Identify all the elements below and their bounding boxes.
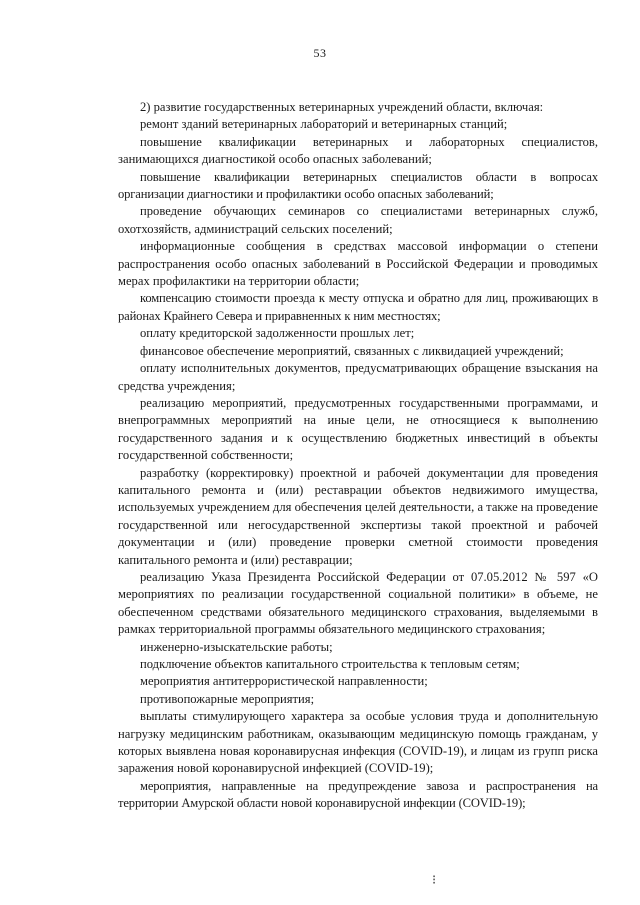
paragraph: мероприятия, направленные на предупреждение завоза и распространения на территории Амурской области новой коронавирусной инфекции (COVID-19); <box>118 778 598 811</box>
paragraph: информационные сообщения в средствах массовой информации о степени распространения особо опасных заболеваний в Российской Федерации и проводимых мерах профилактики на территории области; <box>118 239 598 289</box>
document-body <box>118 99 598 813</box>
paragraph: инженерно-изыскательские работы; <box>140 639 333 654</box>
paragraph: противопожарные мероприятия; <box>140 691 315 706</box>
paragraph: компенсацию стоимости проезда к месту отпуска и обратно для лиц, проживающих в районах Крайнего Севера и приравненных к ним местностях; <box>118 291 598 323</box>
paragraph: проведение обучающих семинаров со специалистами ветеринарных служб, охотхозяйств, администраций сельских поселений; <box>118 204 598 236</box>
paragraph: реализацию мероприятий, предусмотренных государственными программами, и внепрограммных мероприятий на иные цели, не относящиеся к выполнению государственного задания и к осуществлению бюджетных инвестиций в объекты государственной собственности; <box>118 395 598 463</box>
paragraph: повышение квалификации ветеринарных и лабораторных специалистов, занимающихся диагностикой особо опасных заболеваний; <box>118 134 598 167</box>
paragraph: разработку (корректировку) проектной и рабочей документации для проведения капитального ремонта и (или) реставрации объектов недвижимого имущества, используемых учреждением для обеспечения целей деятельности, а также на проведение государственной или негосударственной экспертизы такой проектной и рабочей документации и (или) проведение проверки сметной стоимости проведения капитального ремонта и (или) реставрации; <box>118 465 598 567</box>
paragraph: финансовое обеспечение мероприятий, связанных с ликвидацией учреждений; <box>140 343 564 358</box>
paragraph: мероприятия антитеррористической направленности; <box>140 674 428 689</box>
paragraph: оплату исполнительных документов, предусматривающих обращение взыскания на средства учреждения; <box>118 361 598 393</box>
paragraph: 2) развитие государственных ветеринарных учреждений области, включая: <box>140 100 544 114</box>
paragraph: реализацию Указа Президента Российской Федерации от 07.05.2012 № 597 «О мероприятиях по реализации государственной социальной политики» в объеме, не обеспеченном средствами обязательного медицинского страхования, выделяемыми в рамках территориальной программы обязательного медицинского страхования; <box>118 569 598 637</box>
footer-mark: ⁝ <box>432 872 437 887</box>
paragraph: оплату кредиторской задолженности прошлых лет; <box>140 326 415 341</box>
paragraph: ремонт зданий ветеринарных лабораторий и ветеринарных станций; <box>140 117 508 132</box>
paragraph: выплаты стимулирующего характера за особые условия труда и дополнительную нагрузку медицинским работникам, оказывающим медицинскую помощь гражданам, у которых выявлена новая коронавирусная инфекция (COVID-19), и лицам из групп риска заражения новой коронавирусной инфекцией (COVID-19); <box>118 709 598 776</box>
page-number: 53 <box>313 46 327 60</box>
paragraph: подключение объектов капитального строительства к тепловым сетям; <box>140 657 520 671</box>
paragraph: повышение квалификации ветеринарных специалистов области в вопросах организации диагностики и профилактики особо опасных заболеваний; <box>118 169 598 202</box>
